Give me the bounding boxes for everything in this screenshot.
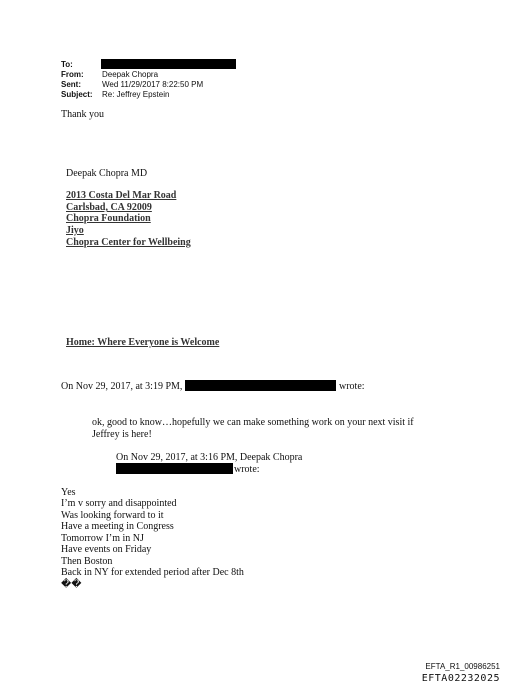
reply-line: Was looking forward to it [61, 510, 164, 521]
signature-link-jiyo[interactable]: Jiyo [66, 225, 84, 236]
signature-tagline[interactable]: Home: Where Everyone is Welcome [66, 337, 220, 348]
to-label: To: [61, 60, 73, 69]
signature-name: Deepak Chopra MD [66, 168, 148, 179]
from-label: From: [61, 70, 84, 79]
reply-line: Yes [61, 487, 76, 498]
reply-line: Tomorrow I’m in NJ [61, 533, 144, 544]
reply-line: Then Boston [61, 556, 113, 567]
sent-value: Wed 11/29/2017 8:22:50 PM [102, 80, 204, 89]
quote2-wrote: wrote: [234, 464, 260, 475]
signature-address-line2[interactable]: Carlsbad, CA 92009 [66, 202, 152, 213]
quote1-intro-suffix: wrote: [339, 381, 365, 392]
signature-address-line1[interactable]: 2013 Costa Del Mar Road [66, 190, 177, 201]
reply-line: Have events on Friday [61, 544, 152, 555]
from-value: Deepak Chopra [102, 70, 159, 79]
sent-label: Sent: [61, 80, 81, 89]
reply-line: Have a meeting in Congress [61, 521, 174, 532]
reply-line: Back in NY for extended period after Dec 8th [61, 567, 244, 578]
quote1-line1: ok, good to know…hopefully we can make something work on your next visit if [92, 417, 414, 428]
quote1-line2: Jeffrey is here! [92, 429, 152, 440]
subject-label: Subject: [61, 90, 93, 99]
footer-id-large: EFTA02232025 [421, 673, 500, 684]
redaction-quote2-email [116, 463, 233, 474]
reply-line: �� [61, 579, 82, 590]
signature-link-foundation[interactable]: Chopra Foundation [66, 213, 151, 224]
greeting-text: Thank you [61, 109, 105, 120]
subject-value: Re: Jeffrey Epstein [102, 90, 170, 99]
signature-link-chopra-center[interactable]: Chopra Center for Wellbeing [66, 237, 191, 248]
reply-line: I’m v sorry and disappointed [61, 498, 177, 509]
quote1-intro-prefix: On Nov 29, 2017, at 3:19 PM, [61, 381, 183, 392]
redaction-quote1-sender [185, 380, 336, 391]
redaction-to [101, 59, 236, 69]
footer-id-small: EFTA_R1_00986251 [425, 662, 500, 671]
quote2-intro: On Nov 29, 2017, at 3:16 PM, Deepak Chopra [116, 452, 303, 463]
